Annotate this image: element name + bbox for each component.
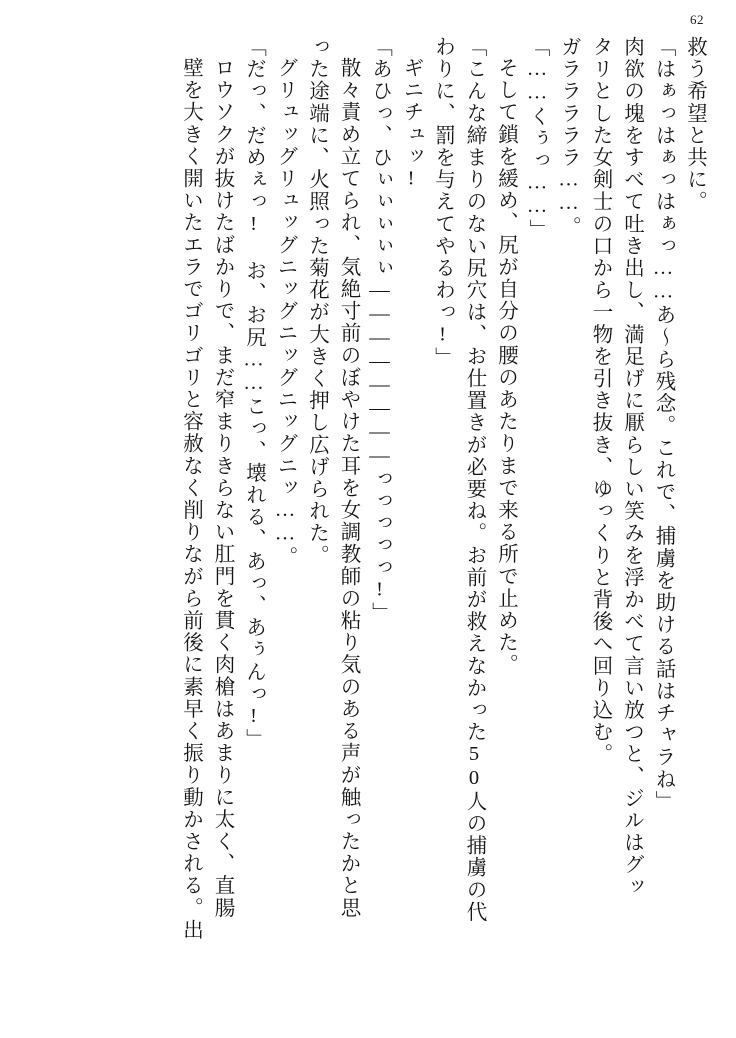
text-line: 肉欲の塊をすべて吐き出し、満足げに厭らしい笑みを浮かべて言い放つと、ジルはグッ	[620, 36, 643, 898]
text-line: 「だっ、だめぇっ! お、お尻……こっ、壊れる、あっ、あぅんっ!」	[242, 36, 265, 751]
text-line: ガラララララ……。	[557, 36, 580, 238]
text-line: わりに、罰を与えてやるわっ!」	[431, 36, 454, 369]
text-line: グリュッグリュッグニッグニッグニッグニッ……。	[274, 57, 296, 569]
text-line: 「あひっ、ひぃぃぃぃぃ————————っっっっっ!」	[368, 36, 391, 625]
text-line: 壁を大きく開いたエラでゴリゴリと容赦なく削りながら前後に素早く振り動かされる。出	[179, 57, 202, 941]
vertical-text-body	[26, 36, 710, 1016]
text-line: ギニチュッ!	[400, 57, 422, 192]
text-line: 散々責め立てられ、気絶寸前のぼやけた耳を女調教師の粘り気のある声が触ったかと思	[337, 57, 359, 919]
text-line: ロウソクが抜けたばかりで、まだ窄まりきらない肛門を貫く肉槍はあまりに太く、直腸	[211, 57, 233, 919]
page-number: 62	[690, 12, 704, 27]
text-line: そして鎖を緩め、尻が自分の腰のあたりまで来る所で止めた。	[494, 57, 517, 676]
text-line: 「はぁっはぁっはぁっ……あ〜ら残念。これで、捕虜を助ける話はチャラね」	[652, 36, 674, 813]
text-line: 「……くぅっ……」	[526, 36, 548, 241]
text-line: った途端に、火照った菊花が大きく押し広げられた。	[305, 36, 328, 567]
text-line: タリとした女剣士の口から一物を引き抜き、ゆっくりと背後へ回り込む。	[589, 36, 611, 766]
text-line: 「こんな締まりのない尻穴は、お仕置きが必要ね。お前が救えなかった50人の捕虜の代	[463, 36, 485, 923]
text-line: 救う希望と共に。	[683, 36, 706, 213]
